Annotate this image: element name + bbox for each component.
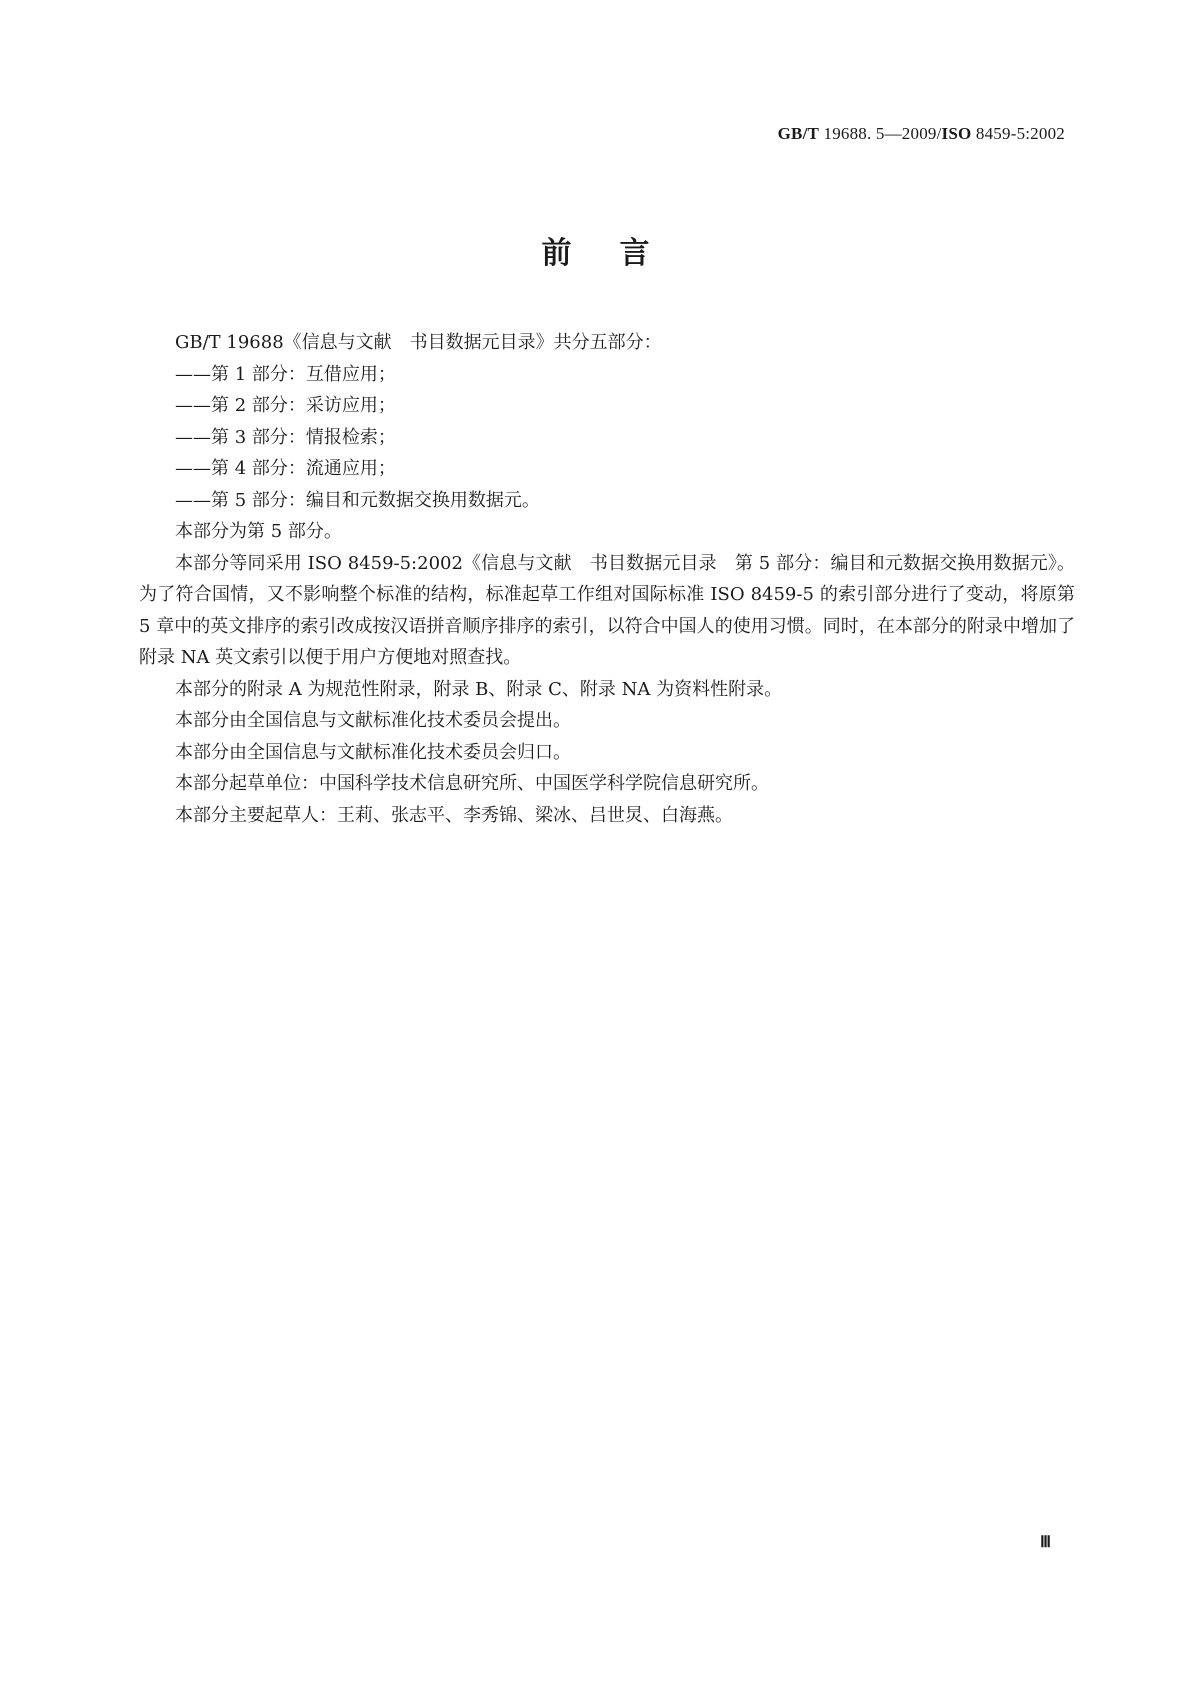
body-paragraph: 本部分主要起草人：王莉、张志平、李秀锦、梁冰、吕世炅、白海燕。: [175, 804, 733, 826]
part-list-item: ——第 3 部分：情报检索；: [175, 426, 396, 448]
part-list-item: ——第 5 部分：编目和元数据交换用数据元。: [175, 489, 540, 511]
standard-code-header: [778, 124, 1065, 144]
page-number: Ⅲ: [1039, 1534, 1051, 1551]
body-paragraph: 本部分的附录 A 为规范性附录，附录 B、附录 C、附录 NA 为资料性附录。: [175, 678, 783, 700]
iso-number: 8459-5:2002: [971, 124, 1065, 143]
iso-prefix: ISO: [941, 124, 972, 143]
standard-prefix: GB/T: [777, 124, 820, 143]
page-title: 前言: [541, 236, 698, 271]
body-paragraph: 本部分由全国信息与文献标准化技术委员会提出。: [175, 710, 571, 731]
body-paragraph: 本部分由全国信息与文献标准化技术委员会归口。: [175, 741, 571, 763]
part-list-item: ——第 2 部分：采访应用；: [175, 395, 396, 416]
body-paragraph: 本部分起草单位：中国科学技术信息研究所、中国医学科学院信息研究所。: [175, 773, 769, 794]
standard-number: 19688. 5—2009/: [819, 124, 942, 143]
foreword-body: [139, 327, 1075, 831]
intro-paragraph: GB/T 19688《信息与文献 书目数据元目录》共分五部分：: [175, 332, 662, 353]
body-paragraph: 本部分为第 5 部分。: [175, 521, 342, 542]
part-list-item: ——第 4 部分：流通应用；: [175, 458, 396, 479]
part-list-item: ——第 1 部分：互借应用；: [175, 363, 396, 385]
body-paragraph: 本部分等同采用 ISO 8459-5:2002《信息与文献 书目数据元目录 第 5 部分：编目和元数据交换用数据元》。为了符合国情，又不影响整个标准的结构，标准起草工作组对国际标准 ISO 8459-5 的索引部分进行了变动，将原第 5 章中的英文排序的索引改成按汉语拼音顺序排序的索引，以符合中国人的使用习惯。同时，在本部分的附录中增加了附录 NA 英文索引以便于用户方便地对照查找。: [139, 552, 1075, 668]
